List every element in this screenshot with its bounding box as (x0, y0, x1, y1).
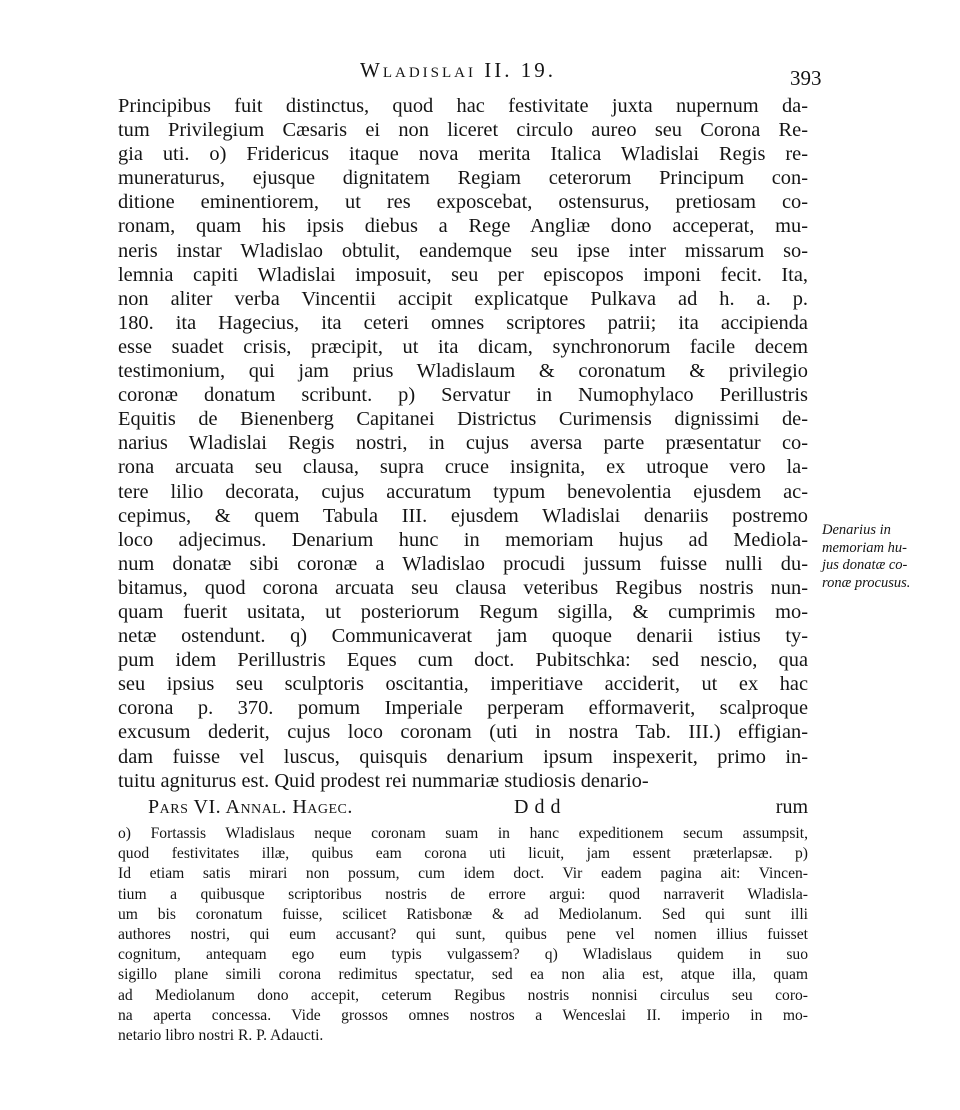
footnote-line: na aperta concessa. Vide grossos omnes nostros a Wenceslai II. imperio in mo- (118, 1006, 808, 1024)
text-line: rona arcuata seu clausa, supra cruce insignita, ex utroque vero la- (118, 456, 808, 479)
marginal-note-line: Denarius in (822, 522, 891, 538)
text-line: cepimus, & quem Tabula III. ejusdem Wladislai denariis postremo (118, 504, 808, 527)
text-line: esse suadet crisis, præcipit, ut ita dicam, synchronorum facile decem (118, 335, 808, 358)
text-line: 180. ita Hagecius, ita ceteri omnes scriptores patrii; ita accipienda (118, 311, 808, 334)
text-line: netæ ostendunt. q) Communicaverat jam quoque denarii istius ty- (118, 625, 808, 648)
text-line: non aliter verba Vincentii accipit explicatque Pulkava ad h. a. p. (118, 287, 808, 310)
footnote-line: o) Fortassis Wladislaus neque coronam suam in hanc expeditionem secum assumpsit, (118, 825, 808, 842)
running-title: Wladislai II. 19. (360, 58, 556, 82)
footnote-line: tium a quibusque scriptoribus nostris de errore argui: quod narraverit Wladisla- (118, 885, 808, 903)
marginal-note-line: memoriam hu- (822, 539, 907, 556)
text-line: ditione eminentiorem, ut res exposcebat, ostensurus, pretiosam co- (118, 191, 808, 214)
marginal-note (822, 522, 942, 592)
footnote-line: sigillo plane simili corona redimitus spectatur, sed ea non alia est, atque illa, quam (118, 966, 808, 984)
text-line: Equitis de Bienenberg Capitanei Districtus Curimensis dignissimi de- (118, 408, 808, 431)
text-line: muneraturus, ejusque dignitatem Regiam ceterorum Principum con- (118, 167, 808, 190)
footnote-line: authores nostri, qui eum accusant? qui sunt, quibus pene vel nomen illius fuisset (118, 926, 808, 944)
printer-signature: Ddd (514, 796, 567, 818)
main-text-block (118, 94, 808, 793)
footnote-line: ad Mediolanum dono accepit, ceterum Regibus nostris nonnisi circulus seu coro- (118, 986, 808, 1004)
text-line: loco adjecimus. Denarium hunc in memoriam hujus ad Mediola- (118, 528, 808, 551)
text-line: Principibus fuit distinctus, quod hac festivitate juxta nupernum da- (118, 95, 808, 117)
text-line: lemnia capiti Wladislai imposuit, seu per episcopos imponi fecit. Ita, (118, 263, 808, 286)
text-line: ronam, quam his ipsis diebus a Rege Angliæ dono acceperat, mu- (118, 215, 808, 238)
part-annotation: Pars VI. Annal. Hagec. (148, 796, 353, 818)
text-line: quam fuerit usitata, ut posteriorum Regum sigilla, & cumprimis mo- (118, 600, 808, 623)
footnote-line: quod festivitates illæ, quibus eam corona uti licuit, jam essent præterlapsæ. p) (118, 845, 808, 863)
text-line: excusum dederit, cujus loco coronam (uti in nostra Tab. III.) effigian- (118, 721, 808, 744)
text-line: bitamus, quod corona arcuata seu clausa veteribus Regibus nostris nun- (118, 576, 808, 599)
catchword: rum (775, 796, 808, 818)
footnote-line: um bis coronatum fuisse, scilicet Ratisbonæ & ad Mediolanum. Sed qui sunt illi (118, 905, 808, 923)
text-line: corona p. 370. pomum Imperiale perperam efformaverit, scalproque (118, 697, 808, 720)
footnote-line: netario libro nostri R. P. Adaucti. (118, 1027, 324, 1045)
text-line: pum idem Perillustris Eques cum doct. Pubitschka: sed nescio, qua (118, 649, 808, 672)
text-line: num donatæ sibi coronæ a Wladislao procudi jussum fuisse nulli du- (118, 552, 808, 575)
text-line: tum Privilegium Cæsaris ei non liceret circulo aureo seu Corona Re- (118, 119, 808, 142)
footnote-line: Id etiam satis mirari non possum, cum idem doct. Vir eadem pagina ait: Vincen- (118, 865, 808, 883)
marginal-note-line: ronæ procusus. (822, 574, 911, 591)
marginal-note-line: jus donatæ co- (822, 557, 908, 574)
text-line: coronæ donatum scribunt. p) Servatur in Numophylaco Perillustris (118, 384, 808, 407)
text-line: testimonium, qui jam prius Wladislaum & coronatum & privilegio (118, 360, 808, 383)
text-line: neris instar Wladislao obtulit, eandemque seu ipse inter missarum so- (118, 239, 808, 262)
footnote-line: cognitum, antequam ego eum typis vulgassem? q) Wladislaus quidem in suo (118, 946, 808, 964)
footnotes-block (118, 824, 808, 1046)
signature-line (148, 796, 808, 822)
running-head (0, 58, 960, 88)
text-line: tere lilio decorata, cujus accuratum typum benevolentia ejusdem ac- (118, 480, 808, 503)
text-line: dam fuisse vel luscus, quisquis denarium ipsum inspexerit, primo in- (118, 745, 808, 768)
text-line: seu ipsius seu sculptoris oscitantia, imperitiave acciderit, ut ex hac (118, 673, 808, 696)
page-number: 393 (790, 66, 822, 90)
text-line: tuitu agniturus est. Quid prodest rei nummariæ studiosis denario- (118, 769, 649, 792)
text-line: narius Wladislai Regis nostri, in cujus aversa parte præsentatur co- (118, 432, 808, 455)
text-line: gia uti. o) Fridericus itaque nova merita Italica Wladislai Regis re- (118, 143, 808, 166)
